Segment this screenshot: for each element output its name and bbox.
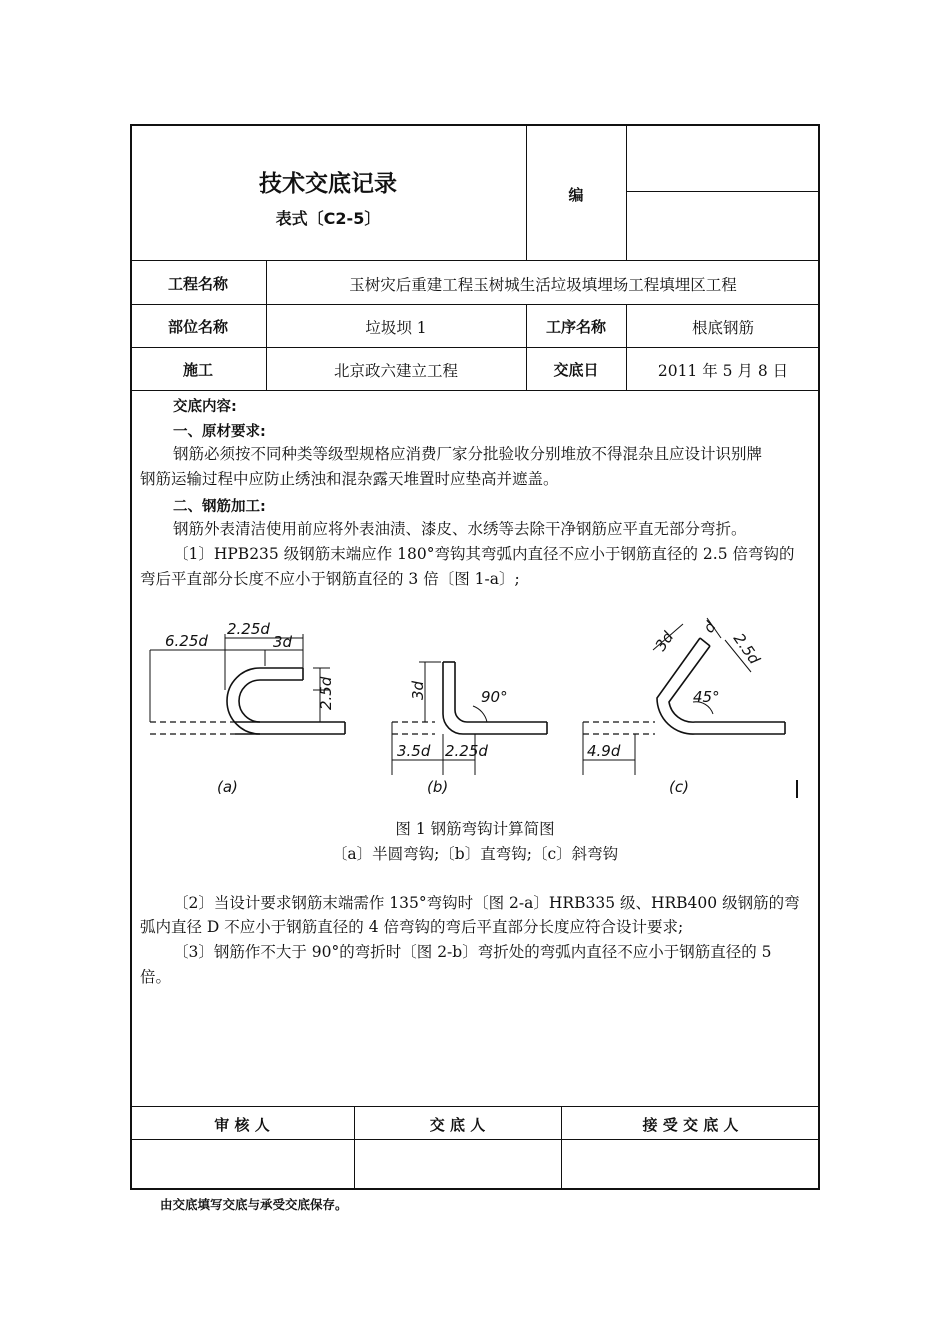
- document-title: 技术交底记录: [259, 171, 397, 197]
- project-value: 玉树灾后重建工程玉树城生活垃圾填埋场工程填埋区工程: [349, 276, 737, 294]
- item1-line2: 弯后平直部分长度不应小于钢筋直径的 3 倍〔图 1-a〕;: [140, 570, 520, 588]
- bian-label: 编: [568, 186, 584, 204]
- reviewer-label: 审 核 人: [214, 1116, 270, 1134]
- rule: [626, 124, 627, 260]
- rule: [130, 347, 820, 348]
- rule: [130, 1106, 820, 1107]
- section2-line1: 钢筋外表清洁使用前应将外表油渍、漆皮、水绣等去除干净钢筋应平直无部分弯折。: [173, 520, 747, 538]
- footnote: 由交底填写交底与承受交底保存。: [160, 1197, 348, 1212]
- fig-b-label: (b): [427, 778, 449, 796]
- item3-line2: 倍。: [140, 968, 172, 986]
- fig-a-label: (a): [217, 778, 238, 796]
- date-value: 2011 年 5 月 8 日: [657, 362, 789, 380]
- item2-line2: 弧内直径 D 不应小于钢筋直径的 4 倍弯钩的弯后平直部分长度应符合设计要求;: [140, 918, 684, 936]
- construct-label: 施工: [182, 361, 213, 379]
- rebar-hook-figure: [135, 610, 815, 810]
- item1-line1: 〔1〕HPB235 级钢筋末端应作 180°弯钩其弯弧内直径不应小于钢筋直径的 2.5 倍弯钩的: [173, 545, 795, 563]
- part-label: 部位名称: [167, 318, 228, 336]
- fig-c-angle: 45°: [693, 688, 720, 706]
- fig-a-dim1: 6.25d: [165, 632, 208, 650]
- fig-c-dim3: 2.5d: [729, 629, 764, 668]
- date-label: 交底日: [553, 361, 599, 379]
- figure-caption: 图 1 钢筋弯钩计算简图: [395, 820, 555, 838]
- project-label: 工程名称: [167, 275, 228, 293]
- fig-c-label: (c): [669, 778, 689, 796]
- form-code: 表式〔C2-5〕: [275, 209, 381, 228]
- section1-title: 一、原材要求:: [173, 424, 266, 440]
- item3-line1: 〔3〕钢筋作不大于 90°的弯折时〔图 2-b〕弯折处的弯弧内直径不应小于钢筋直径的 5: [173, 943, 772, 961]
- section2-title: 二、钢筋加工:: [173, 499, 266, 515]
- construct-value: 北京政六建立工程: [333, 362, 458, 380]
- section1-line2: 钢筋运输过程中应防止绣浊和混杂露天堆置时应垫高并遮盖。: [140, 470, 559, 488]
- fig-c-dim4: 4.9d: [587, 742, 621, 760]
- content-heading: 交底内容:: [173, 399, 237, 415]
- fig-b-angle: 90°: [481, 688, 508, 706]
- fig-c-dim2: d: [699, 618, 720, 637]
- fig-b-dim2: 3.5d: [397, 742, 431, 760]
- rule: [130, 304, 820, 305]
- fig-b-dim1: 3d: [409, 680, 427, 700]
- rule: [626, 191, 820, 192]
- presenter-label: 交 底 人: [429, 1116, 486, 1134]
- process-value: 根底钢筋: [691, 319, 754, 337]
- receiver-label: 接 受 交 底 人: [642, 1116, 739, 1134]
- process-label: 工序名称: [545, 318, 606, 336]
- part-value: 垃圾坝 1: [365, 319, 427, 337]
- fig-c-dim1: 3d: [651, 628, 678, 655]
- rule: [130, 1139, 820, 1140]
- rule: [130, 260, 820, 261]
- figure-subcaption: 〔a〕半圆弯钩;〔b〕直弯钩;〔c〕斜弯钩: [331, 845, 619, 863]
- section1-line1: 钢筋必须按不同种类等级型规格应消费厂家分批验收分别堆放不得混杂且应设计识别牌: [173, 445, 763, 463]
- item2-line1: 〔2〕当设计要求钢筋末端需作 135°弯钩时〔图 2-a〕HRB335 级、HRB400 级钢筋的弯: [173, 894, 800, 912]
- fig-a-dim4: 2.5d: [317, 676, 335, 710]
- fig-a-dim2: 2.25d: [227, 620, 270, 638]
- fig-a-dim3: 3d: [273, 633, 293, 651]
- fig-b-dim3: 2.25d: [445, 742, 488, 760]
- rule: [130, 390, 820, 391]
